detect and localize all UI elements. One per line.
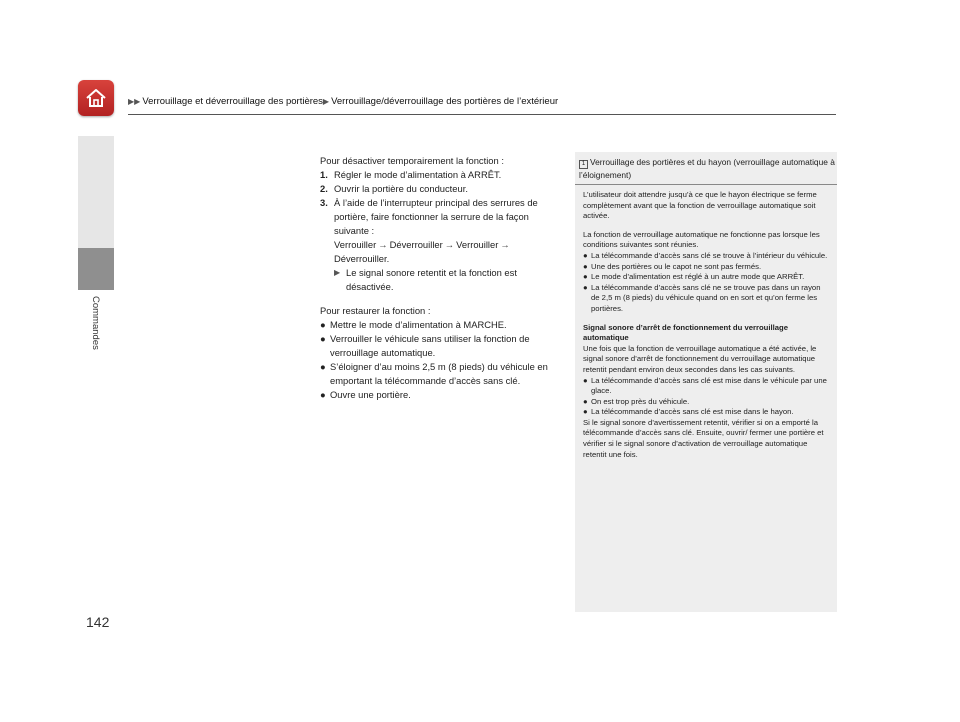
list-item-text: La télécommande d’accès sans clé est mise dans le véhicule par une glace.: [591, 375, 827, 396]
sequence-lock: Verrouiller: [456, 239, 499, 250]
arrow-right-icon: →: [500, 239, 510, 250]
home-button[interactable]: [78, 80, 114, 116]
step-text: [334, 196, 560, 266]
lock-sequence: [334, 239, 512, 264]
note-title-text[interactable]: Verrouillage des portières et du hayon (verrouillage automatique à l’éloignement): [579, 157, 835, 180]
note-paragraph: La fonction de verrouillage automatique ne fonctionne pas lorsque les conditions suivantes sont réunies.: [583, 229, 820, 250]
header-divider: [128, 114, 836, 115]
breadcrumb-arrow-icon: ▶: [322, 97, 330, 106]
list-item-text: La télécommande d’accès sans clé ne se trouve pas dans un rayon de 2,5 m (8 pieds) du véhicule quand on en sort et qu’on ferme les portières.: [591, 282, 821, 313]
sequence-unlock: Déverrouiller: [389, 239, 443, 250]
sequence-unlock: Déverrouiller.: [334, 253, 390, 264]
list-item-text: Verrouiller le véhicule sans utiliser la fonction de verrouillage automatique.: [330, 333, 530, 358]
step-number: 2.: [320, 183, 328, 194]
bullet-icon: ●: [583, 272, 588, 282]
arrow-right-icon: →: [444, 239, 455, 250]
step-item: [320, 182, 560, 196]
breadcrumb-arrow-icon: ▶▶: [128, 97, 141, 106]
note-divider: [575, 184, 837, 185]
note-paragraph: L’utilisateur doit attendre jusqu’à ce que le hayon électrique se ferme complètement avant que la fonction de verrouillage automatique soit activée.: [583, 190, 817, 221]
list-item-text: La télécommande d’accès sans clé se trouve à l’intérieur du véhicule.: [591, 250, 828, 260]
bullet-icon: ●: [583, 282, 588, 292]
step-text: Ouvrir la portière du conducteur.: [334, 183, 468, 194]
list-item: [320, 332, 560, 360]
result-text: Le signal sonore retentit et la fonction est désactivée.: [346, 267, 517, 292]
breadcrumb: [128, 96, 558, 107]
home-icon: [84, 86, 108, 110]
result-triangle-icon: ▶: [334, 268, 341, 277]
note-paragraph: Une fois que la fonction de verrouillage automatique a été activée, le signal sonore d’arrêt de fonctionnement du verrouillage automatique retentit pendant environ deux secondes dans les cas suivants.: [583, 343, 817, 374]
sequence-lock: Verrouiller: [334, 239, 377, 250]
bullet-icon: ●: [583, 261, 588, 271]
bullet-icon: ●: [320, 389, 326, 400]
bullet-icon: ●: [583, 407, 588, 417]
list-item: [320, 388, 560, 402]
bullet-icon: ●: [320, 361, 326, 372]
sidebar-section-label: Commandes: [90, 296, 101, 350]
list-item-text: S’éloigner d’au moins 2,5 m (8 pieds) du véhicule en emportant la télécommande d’accès sans clé.: [330, 361, 548, 386]
step-item: [320, 168, 560, 182]
step-text: Régler le mode d’alimentation à ARRÊT.: [334, 169, 502, 180]
deactivate-intro: Pour désactiver temporairement la fonction :: [320, 155, 504, 166]
step-number: 3.: [320, 197, 328, 208]
list-item: [583, 407, 831, 418]
sidebar-tab-active[interactable]: [78, 248, 114, 290]
note-paragraph: Si le signal sonore d’avertissement retentit, vérifier si on a emporté la télécommande d’accès sans clé. Ensuite, ouvrir/ fermer une portière et vérifier si le signal sonore d’activation de verrouillage automatique retentit une fois.: [583, 417, 824, 459]
bullet-icon: ●: [320, 333, 326, 344]
step-number: 1.: [320, 169, 328, 180]
list-item: [320, 360, 560, 388]
bullet-icon: ●: [583, 250, 588, 260]
arrow-right-icon: →: [378, 239, 388, 250]
list-item: [583, 262, 831, 273]
list-item: [583, 283, 831, 315]
note-body: [583, 190, 831, 460]
bullet-icon: ●: [320, 319, 326, 330]
step-text-instruction: À l’aide de l’interrupteur principal des serrures de portière, faire fonctionner la serrure de la façon suivante :: [334, 197, 538, 236]
sidebar-tab-bar: [78, 136, 114, 248]
note-subheading: Signal sonore d’arrêt de fonctionnement du verrouillage automatique: [583, 322, 789, 343]
step-result: [334, 266, 560, 294]
list-item: [583, 272, 831, 283]
step-item: [320, 196, 560, 266]
list-item-text: Mettre le mode d’alimentation à MARCHE.: [330, 319, 507, 330]
list-item: [320, 318, 560, 332]
list-item: [583, 397, 831, 408]
note-marker-icon: 1: [579, 160, 588, 169]
list-item-text: Une des portières ou le capot ne sont pas fermés.: [591, 261, 762, 271]
list-item-text: La télécommande d’accès sans clé est mise dans le hayon.: [591, 407, 794, 417]
list-item-text: On est trop près du véhicule.: [591, 396, 690, 406]
list-item-text: Ouvre une portière.: [330, 389, 411, 400]
list-item: [583, 376, 831, 397]
bullet-icon: ●: [583, 396, 588, 406]
main-content: [320, 154, 560, 402]
list-item: [583, 251, 831, 262]
bullet-icon: ●: [583, 375, 588, 385]
breadcrumb-item-locking[interactable]: Verrouillage et déverrouillage des portières: [142, 96, 323, 107]
restore-intro: Pour restaurer la fonction :: [320, 305, 431, 316]
page-number: 142: [86, 614, 110, 630]
list-item-text: Le mode d’alimentation est réglé à un autre mode que ARRÊT.: [591, 272, 805, 282]
note-title: [579, 156, 835, 182]
breadcrumb-item-exterior[interactable]: Verrouillage/déverrouillage des portières de l’extérieur: [331, 96, 559, 107]
